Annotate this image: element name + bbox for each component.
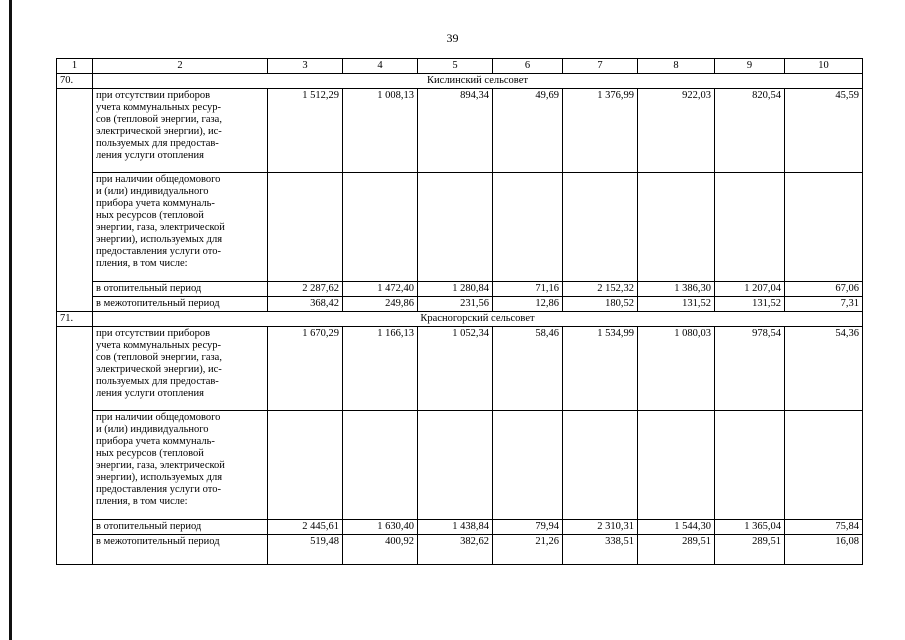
value-cell: 2 310,31 xyxy=(563,520,638,535)
page-number: 39 xyxy=(446,31,459,45)
value-cell: 338,51 xyxy=(563,535,638,565)
value-cell xyxy=(638,173,715,282)
value-cell: 1 365,04 xyxy=(715,520,785,535)
value-cell: 1 512,29 xyxy=(268,89,343,173)
value-cell: 54,36 xyxy=(785,327,863,411)
row-description: при отсутствии приборов учета коммунальных ресур- сов (тепловой энергии, газа, электрической энергии), ис- пользуемых для предостав- ления услуги отопления xyxy=(93,327,268,411)
table-row xyxy=(57,535,863,565)
row-description: в отопительный период xyxy=(93,520,268,535)
value-cell: 368,42 xyxy=(268,297,343,312)
table-row xyxy=(57,282,863,297)
value-cell: 1 080,03 xyxy=(638,327,715,411)
value-cell xyxy=(563,411,638,520)
value-cell: 131,52 xyxy=(715,297,785,312)
table-row xyxy=(57,89,863,173)
value-cell: 1 438,84 xyxy=(418,520,493,535)
value-cell: 1 670,29 xyxy=(268,327,343,411)
value-cell: 1 052,34 xyxy=(418,327,493,411)
value-cell: 49,69 xyxy=(493,89,563,173)
column-number: 10 xyxy=(785,59,863,74)
value-cell: 519,48 xyxy=(268,535,343,565)
value-cell: 45,59 xyxy=(785,89,863,173)
value-cell: 21,26 xyxy=(493,535,563,565)
column-number: 8 xyxy=(638,59,715,74)
value-cell xyxy=(563,173,638,282)
column-number: 2 xyxy=(93,59,268,74)
value-cell: 16,08 xyxy=(785,535,863,565)
value-cell: 1 207,04 xyxy=(715,282,785,297)
scan-edge-bar xyxy=(9,0,12,640)
value-cell: 249,86 xyxy=(343,297,418,312)
value-cell xyxy=(785,173,863,282)
value-cell xyxy=(493,411,563,520)
table-row xyxy=(57,297,863,312)
column-number: 9 xyxy=(715,59,785,74)
value-cell: 894,34 xyxy=(418,89,493,173)
value-cell: 289,51 xyxy=(638,535,715,565)
value-cell xyxy=(638,411,715,520)
value-cell: 1 166,13 xyxy=(343,327,418,411)
value-cell xyxy=(715,173,785,282)
column-number: 5 xyxy=(418,59,493,74)
table-row xyxy=(57,173,863,282)
value-cell: 289,51 xyxy=(715,535,785,565)
value-cell xyxy=(268,173,343,282)
value-cell xyxy=(715,411,785,520)
row-description: в межотопительный период xyxy=(93,297,268,312)
value-cell: 1 534,99 xyxy=(563,327,638,411)
column-number-row xyxy=(57,59,863,74)
table-row xyxy=(57,520,863,535)
column-number: 6 xyxy=(493,59,563,74)
value-cell xyxy=(418,173,493,282)
value-cell: 75,84 xyxy=(785,520,863,535)
value-cell: 2 445,61 xyxy=(268,520,343,535)
index-cell xyxy=(57,327,93,565)
section-row xyxy=(57,312,863,327)
value-cell: 58,46 xyxy=(493,327,563,411)
value-cell xyxy=(785,411,863,520)
index-cell xyxy=(57,89,93,312)
value-cell: 1 472,40 xyxy=(343,282,418,297)
value-cell xyxy=(343,173,418,282)
value-cell: 978,54 xyxy=(715,327,785,411)
value-cell xyxy=(343,411,418,520)
column-number: 3 xyxy=(268,59,343,74)
value-cell: 79,94 xyxy=(493,520,563,535)
value-cell: 1 630,40 xyxy=(343,520,418,535)
row-description: при наличии общедомового и (или) индивидуального прибора учета коммуналь- ных ресурсов (тепловой энергии, газа, электрической энергии), используемых для предоставления услуги ото- пления, в том числе: xyxy=(93,411,268,520)
tariff-table xyxy=(56,58,863,565)
value-cell: 922,03 xyxy=(638,89,715,173)
value-cell: 7,31 xyxy=(785,297,863,312)
value-cell: 131,52 xyxy=(638,297,715,312)
value-cell: 12,86 xyxy=(493,297,563,312)
value-cell: 71,16 xyxy=(493,282,563,297)
row-description: в межотопительный период xyxy=(93,535,268,565)
section-index: 71. xyxy=(57,312,93,327)
value-cell: 400,92 xyxy=(343,535,418,565)
value-cell: 1 008,13 xyxy=(343,89,418,173)
row-description: при отсутствии приборов учета коммунальных ресур- сов (тепловой энергии, газа, электрической энергии), ис- пользуемых для предостав- ления услуги отопления xyxy=(93,89,268,173)
value-cell: 1 386,30 xyxy=(638,282,715,297)
row-description: в отопительный период xyxy=(93,282,268,297)
table-row xyxy=(57,327,863,411)
value-cell: 382,62 xyxy=(418,535,493,565)
row-description: при наличии общедомового и (или) индивидуального прибора учета коммуналь- ных ресурсов (тепловой энергии, газа, электрической энергии), используемых для предоставления услуги ото- пления, в том числе: xyxy=(93,173,268,282)
section-row xyxy=(57,74,863,89)
section-title: Красногорский сельсовет xyxy=(93,312,863,327)
value-cell xyxy=(268,411,343,520)
value-cell: 67,06 xyxy=(785,282,863,297)
value-cell: 1 376,99 xyxy=(563,89,638,173)
value-cell: 820,54 xyxy=(715,89,785,173)
section-title: Кислинский сельсовет xyxy=(93,74,863,89)
value-cell: 231,56 xyxy=(418,297,493,312)
value-cell: 2 287,62 xyxy=(268,282,343,297)
column-number: 7 xyxy=(563,59,638,74)
section-index: 70. xyxy=(57,74,93,89)
value-cell: 1 544,30 xyxy=(638,520,715,535)
value-cell: 1 280,84 xyxy=(418,282,493,297)
table-row xyxy=(57,411,863,520)
column-number: 4 xyxy=(343,59,418,74)
value-cell xyxy=(418,411,493,520)
value-cell xyxy=(493,173,563,282)
value-cell: 2 152,32 xyxy=(563,282,638,297)
value-cell: 180,52 xyxy=(563,297,638,312)
column-number: 1 xyxy=(57,59,93,74)
